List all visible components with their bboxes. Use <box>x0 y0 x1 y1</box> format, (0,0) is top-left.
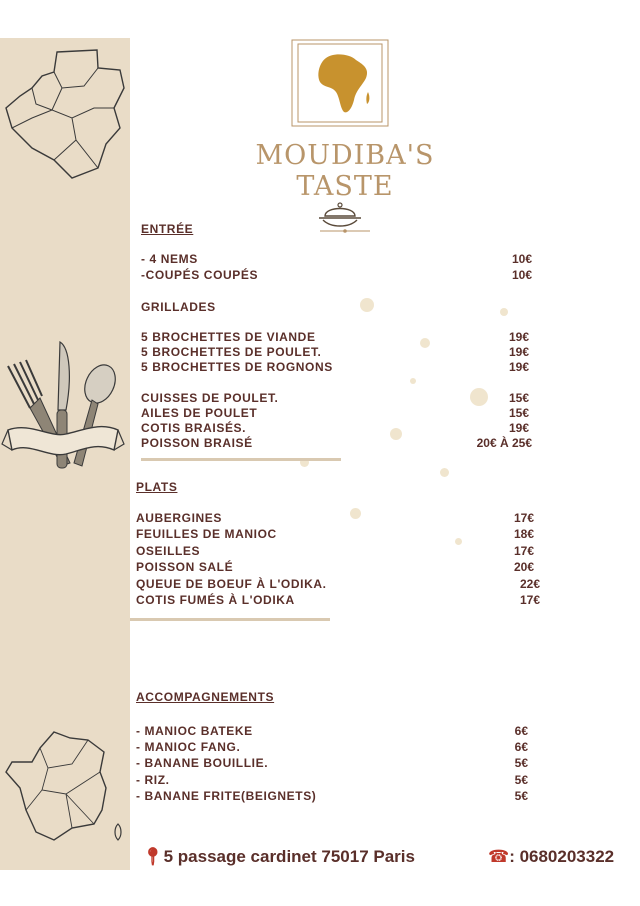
speckle <box>410 378 416 384</box>
menu-item-price: 18€ <box>513 527 534 541</box>
cutlery-banner-icon <box>0 338 126 478</box>
menu-page <box>0 38 640 870</box>
menu-item-price: 20€ À 25€ <box>476 436 532 450</box>
section-title-grillades: GRILLADES <box>141 300 216 314</box>
menu-item-price: 6€ <box>514 724 528 738</box>
brand-line-2: TASTE <box>296 171 394 202</box>
menu-item-name: POISSON SALÉ <box>136 560 234 574</box>
speckle <box>440 468 449 477</box>
menu-item-name: COTIS FUMÉS À L'ODIKA <box>136 593 295 607</box>
menu-item-name: 5 BROCHETTES DE POULET. <box>141 345 322 359</box>
serving-cloche-icon <box>315 198 365 228</box>
ornament-line <box>320 229 370 233</box>
menu-item-price: 15€ <box>508 391 529 405</box>
menu-item-name: CUISSES DE POULET. <box>141 391 279 405</box>
menu-item-name: OSEILLES <box>136 544 201 558</box>
menu-item-name: - BANANE FRITE(BEIGNETS) <box>136 789 317 803</box>
menu-item-name: FEUILLES DE MANIOC <box>136 527 277 541</box>
address-text: 5 passage cardinet 75017 Paris <box>163 847 415 866</box>
brand-name <box>240 140 450 202</box>
section-title-entree: ENTRÉE <box>141 222 194 236</box>
menu-item-name: - RIZ. <box>136 773 170 787</box>
menu-item-name: - MANIOC BATEKE <box>136 724 253 738</box>
menu-item-price: 5€ <box>514 773 528 787</box>
menu-item-name: -COUPÉS COUPÉS <box>141 268 259 282</box>
speckle <box>390 428 402 440</box>
section-title-accompagnements: ACCOMPAGNEMENTS <box>136 690 275 704</box>
menu-item-price: 17€ <box>513 511 534 525</box>
sidebar <box>0 38 130 870</box>
menu-item-price: 10€ <box>511 268 532 282</box>
menu-item-price: 5€ <box>514 756 528 770</box>
menu-item-price: 19€ <box>508 360 529 374</box>
menu-item-price: 6€ <box>514 740 528 754</box>
speckle <box>360 298 374 312</box>
telephone-icon: ☎︎ <box>488 847 510 866</box>
menu-item-price: 17€ <box>519 593 540 607</box>
gabon-map-icon <box>2 48 126 183</box>
map-pin-icon: 📍︎ <box>142 847 164 866</box>
menu-item-name: - MANIOC FANG. <box>136 740 241 754</box>
menu-item-price: 19€ <box>508 345 529 359</box>
menu-item-price: 22€ <box>519 577 540 591</box>
menu-item-name: 5 BROCHETTES DE VIANDE <box>141 330 316 344</box>
menu-item-name: QUEUE DE BOEUF À L'ODIKA. <box>136 577 327 591</box>
speckle <box>350 508 361 519</box>
menu-item-price: 10€ <box>511 252 532 266</box>
menu-item-price: 5€ <box>514 789 528 803</box>
footer-address <box>142 847 415 867</box>
menu-item-name: COTIS BRAISÉS. <box>141 421 247 435</box>
menu-item-price: 19€ <box>508 330 529 344</box>
menu-item-name: POISSON BRAISÉ <box>141 436 253 450</box>
menu-item-name: - BANANE BOUILLIE. <box>136 756 269 770</box>
menu-item-name: AILES DE POULET <box>141 406 258 420</box>
brand-line-1: MOUDIBA'S <box>255 140 435 171</box>
menu-item-name: AUBERGINES <box>136 511 223 525</box>
speckle <box>500 308 508 316</box>
menu-item-price: 20€ <box>513 560 534 574</box>
speckle <box>420 338 430 348</box>
menu-item-price: 19€ <box>508 421 529 435</box>
menu-item-name: 5 BROCHETTES DE ROGNONS <box>141 360 333 374</box>
section-divider <box>141 458 341 461</box>
phone-text: : 0680203322 <box>509 847 615 866</box>
africa-map-icon <box>290 38 390 128</box>
menu-item-price: 15€ <box>508 406 529 420</box>
section-title-plats: PLATS <box>136 480 178 494</box>
footer-phone <box>488 847 614 867</box>
menu-item-name: - 4 NEMS <box>141 252 198 266</box>
section-divider <box>130 618 330 621</box>
menu-item-price: 17€ <box>513 544 534 558</box>
france-map-icon <box>2 728 128 848</box>
